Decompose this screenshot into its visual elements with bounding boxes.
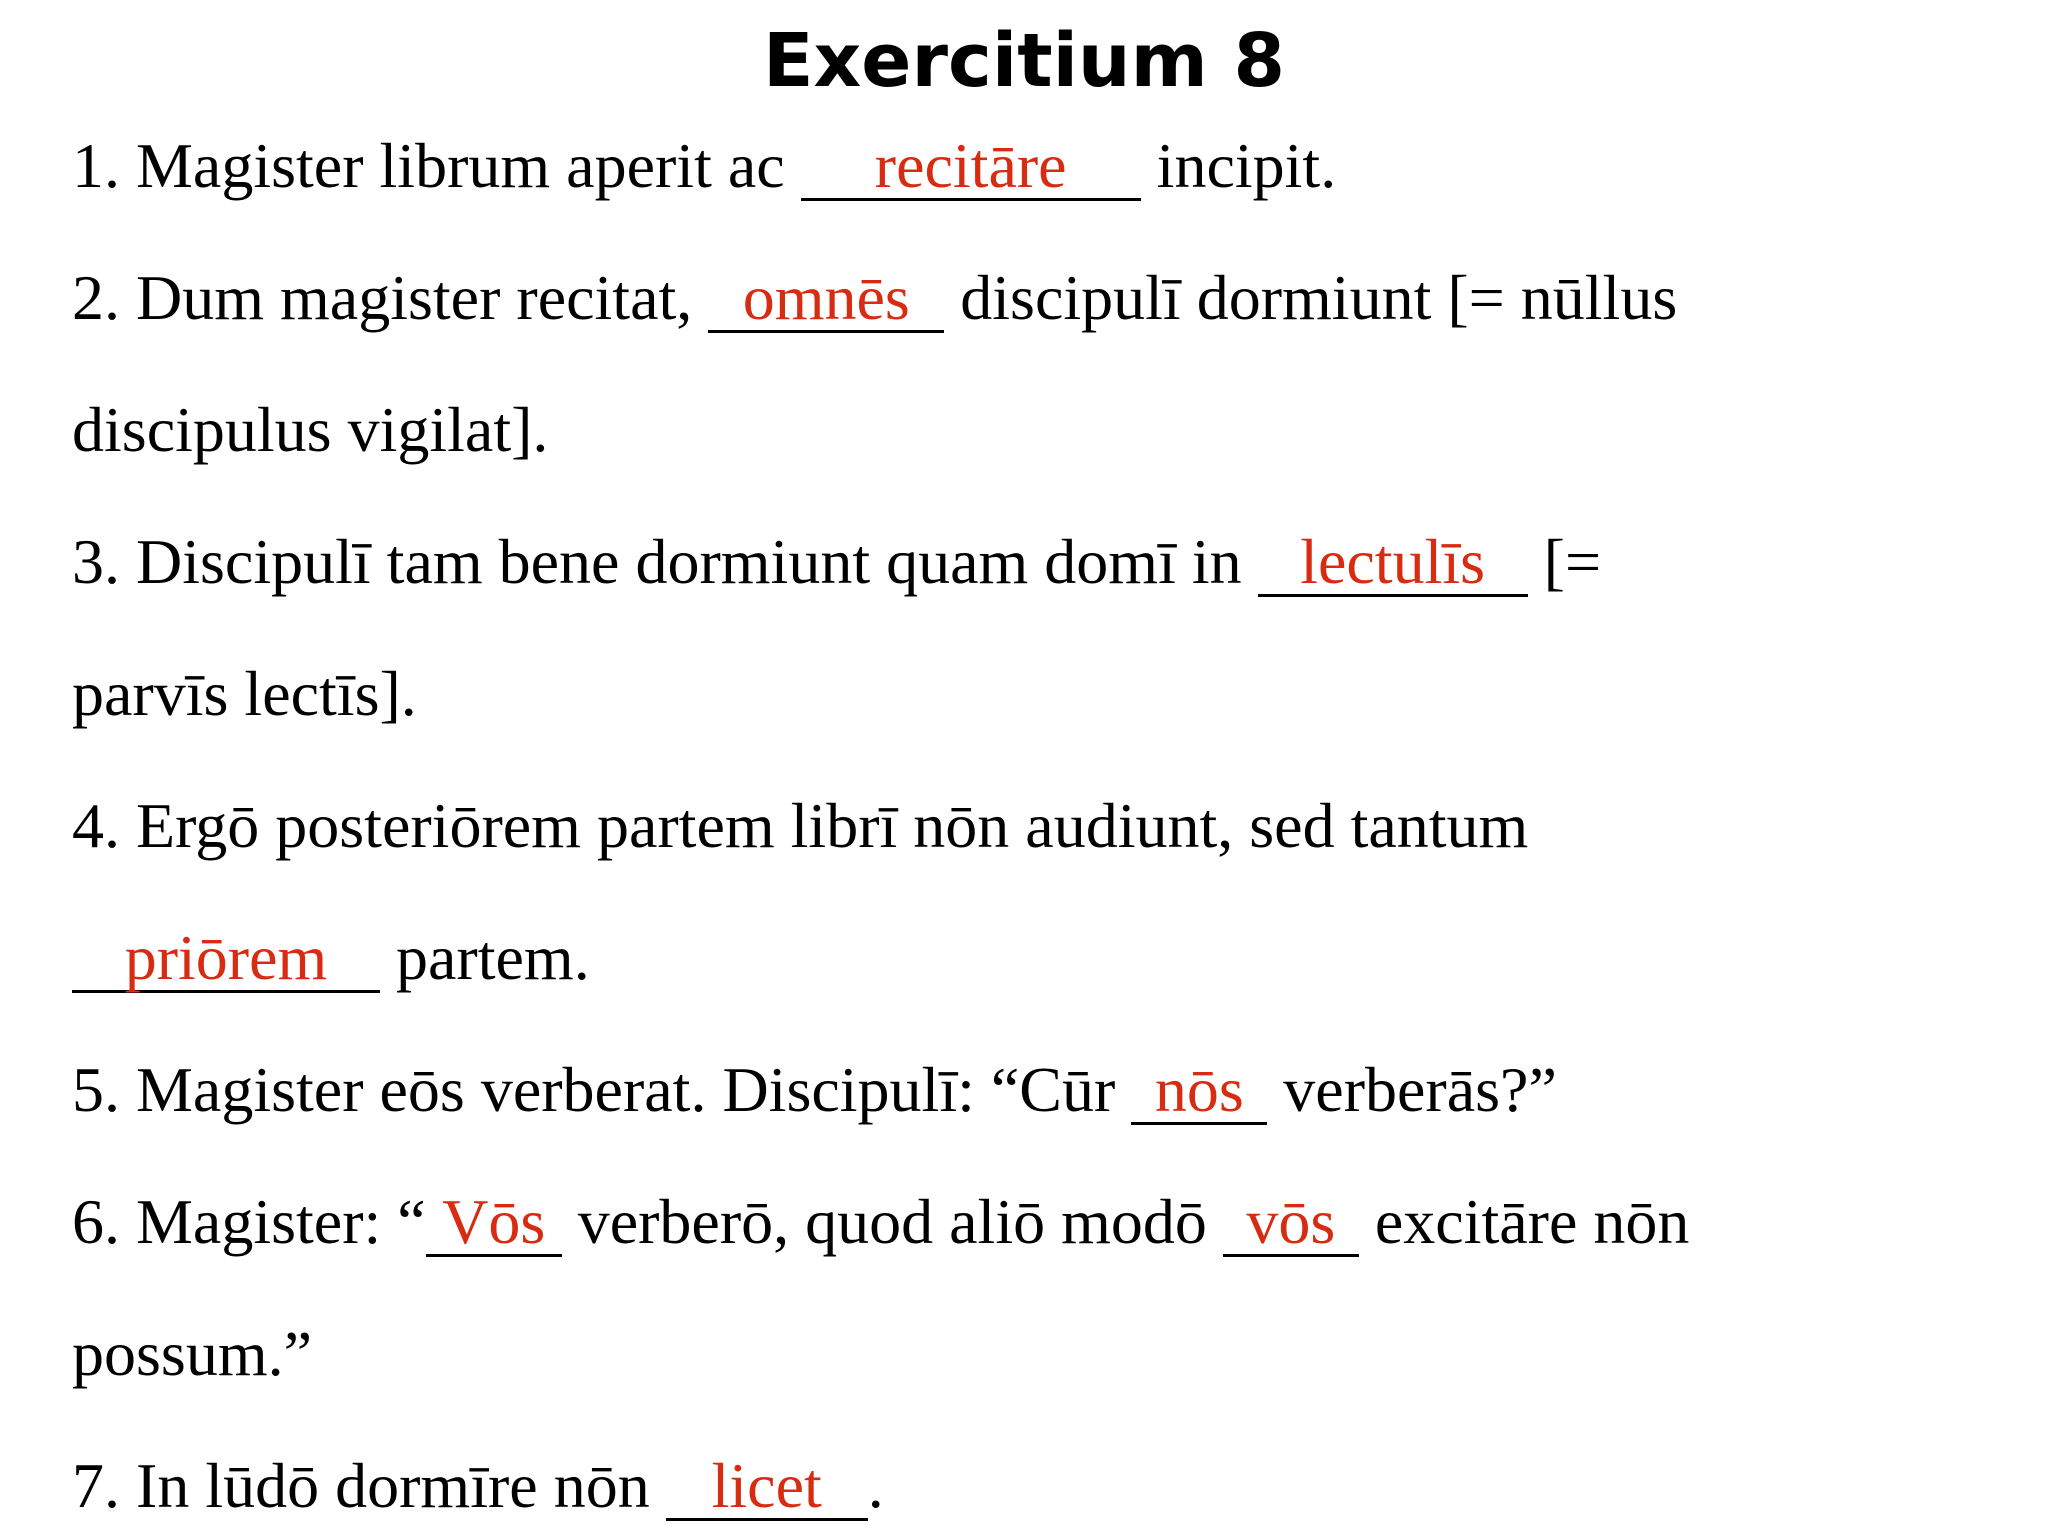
item-7-blank: [666, 1450, 868, 1521]
item-7-answer: licet: [711, 1450, 822, 1521]
item-6-line-2: possum.”: [72, 1318, 312, 1389]
item-6-text-middle: verberō, quod aliō modō: [561, 1186, 1223, 1257]
item-5-blank: [1131, 1054, 1267, 1125]
item-1-text-after: incipit.: [1140, 130, 1337, 201]
exercise-title: Exercitium 8: [763, 18, 1285, 104]
item-6-text-after: excitāre nōn: [1358, 1186, 1690, 1257]
item-6-answer-a: Vōs: [442, 1186, 546, 1257]
exercise-item-1: [72, 126, 1336, 206]
item-2-line-2: discipulus vigilat].: [72, 394, 549, 465]
item-2-blank: [708, 262, 944, 333]
exercise-item-6: [72, 1182, 1689, 1262]
item-5-text-after: verberās?”: [1267, 1054, 1557, 1125]
item-5-text-before: 5. Magister eōs verberat. Discipulī: “Cūr: [72, 1054, 1132, 1125]
item-5-answer: nōs: [1154, 1054, 1244, 1125]
item-4-line-1: 4. Ergō posteriōrem partem librī nōn audiunt, sed tantum: [72, 790, 1529, 861]
item-6-blank-b: [1223, 1186, 1359, 1257]
item-4-answer: priōrem: [124, 922, 328, 993]
exercise-item-7: [72, 1446, 884, 1526]
item-2-text-after: discipulī dormiunt [= nūllus: [944, 262, 1678, 333]
item-3-line-2: parvīs lectīs].: [72, 658, 417, 729]
exercise-item-4-continued: [72, 918, 590, 998]
item-3-text-before: 3. Discipulī tam bene dormiunt quam domī in: [72, 526, 1258, 597]
item-1-text-before: 1. Magister librum aperit ac: [72, 130, 801, 201]
exercise-item-2-continued: [72, 390, 548, 470]
item-2-text-before: 2. Dum magister recitat,: [72, 262, 709, 333]
item-3-text-after: [=: [1527, 526, 1602, 597]
item-1-blank: [801, 130, 1141, 201]
item-1-answer: recitāre: [874, 130, 1067, 201]
item-4-blank: [72, 922, 380, 993]
item-6-text-before: 6. Magister: “: [72, 1186, 426, 1257]
exercise-item-5: [72, 1050, 1557, 1130]
exercise-item-2: [72, 258, 1677, 338]
item-4-text-after: partem.: [380, 922, 590, 993]
exercise-item-6-continued: [72, 1314, 312, 1394]
item-3-answer: lectulīs: [1300, 526, 1486, 597]
item-6-answer-b: vōs: [1246, 1186, 1336, 1257]
exercise-item-4: [72, 786, 1528, 866]
item-7-text-after: .: [867, 1450, 884, 1521]
item-2-answer: omnēs: [742, 262, 910, 333]
exercise-item-3: [72, 522, 1601, 602]
exercise-item-3-continued: [72, 654, 417, 734]
item-7-text-before: 7. In lūdō dormīre nōn: [72, 1450, 666, 1521]
item-3-blank: [1258, 526, 1528, 597]
item-6-blank-a: [426, 1186, 562, 1257]
